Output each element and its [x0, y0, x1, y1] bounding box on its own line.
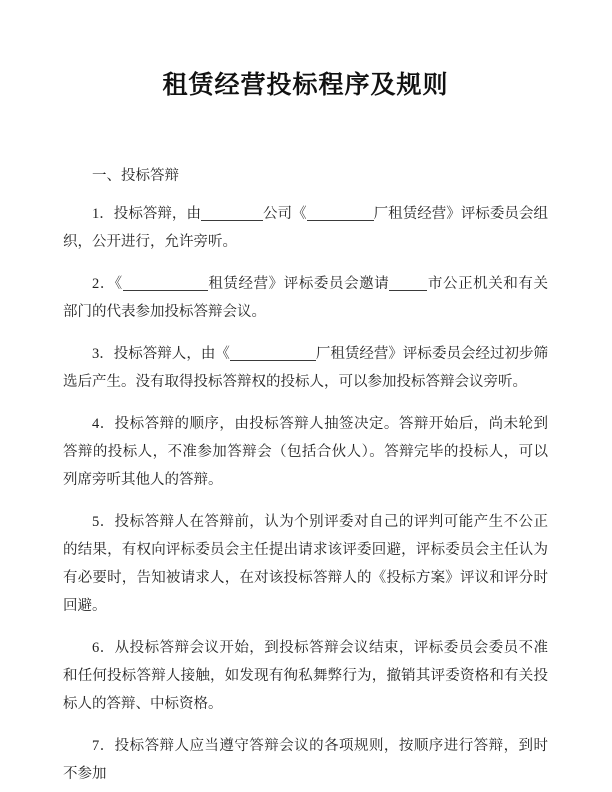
fill-in-blank — [230, 347, 316, 361]
paragraph-text: 公司《 — [263, 206, 307, 222]
document-body — [63, 200, 548, 788]
paragraph-4 — [63, 410, 548, 494]
fill-in-blank — [389, 277, 427, 291]
paragraph-text: 市公正机关和有关部门的代表参加投标答辩会议。 — [63, 276, 549, 320]
paragraph-text: 7．投标答辩人应当遵守答辩会议的各项规则，按顺序进行答辩，到时不参加 — [63, 738, 548, 782]
section-heading: 一、投标答辩 — [92, 168, 179, 184]
paragraph-text: 厂租赁经营》评标委员会经过初步筛选后产生。没有取得投标答辩权的投标人，可以参加投标答辩会议旁听。 — [63, 346, 549, 390]
paragraph-text: 1．投标答辩，由 — [92, 206, 201, 222]
fill-in-blank — [307, 207, 374, 221]
paragraph-text: 3．投标答辩人，由《 — [92, 346, 230, 362]
document-title: 租赁经营投标程序及规则 — [162, 71, 449, 99]
paragraph-text: 2．《 — [92, 276, 123, 292]
paragraph-7 — [63, 732, 548, 788]
paragraph-text: 租赁经营》评标委员会邀请 — [207, 276, 390, 292]
fill-in-blank — [123, 277, 208, 291]
fill-in-blank — [201, 207, 263, 221]
paragraph-text: 5．投标答辩人在答辩前，认为个别评委对自己的评判可能产生不公正的结果，有权向评标委员会主任提出请求该评委回避，评标委员会主任认为有必要时，告知被请求人，在对该投标答辩人的《投标方案》评议和评分时回避。 — [63, 514, 548, 614]
paragraph-text: 厂租赁经营》评标委员会组织，公开进行，允许旁听。 — [63, 206, 548, 250]
paragraph-text: 6．从投标答辩会议开始，到投标答辩会议结束，评标委员会委员不准和任何投标答辩人接触，如发现有徇私舞弊行为，撤销其评委资格和有关投标人的答辩、中标资格。 — [63, 640, 548, 712]
paragraph-6 — [63, 634, 548, 718]
paragraph-text: 4．投标答辩的顺序，由投标答辩人抽签决定。答辩开始后，尚未轮到答辩的投标人，不准参加答辩会（包括合伙人）。答辩完毕的投标人，可以列席旁听其他人的答辩。 — [63, 416, 548, 488]
paragraph-3 — [63, 340, 548, 396]
paragraph-1 — [63, 200, 548, 256]
paragraph-2 — [63, 270, 548, 326]
paragraph-5 — [63, 508, 548, 620]
